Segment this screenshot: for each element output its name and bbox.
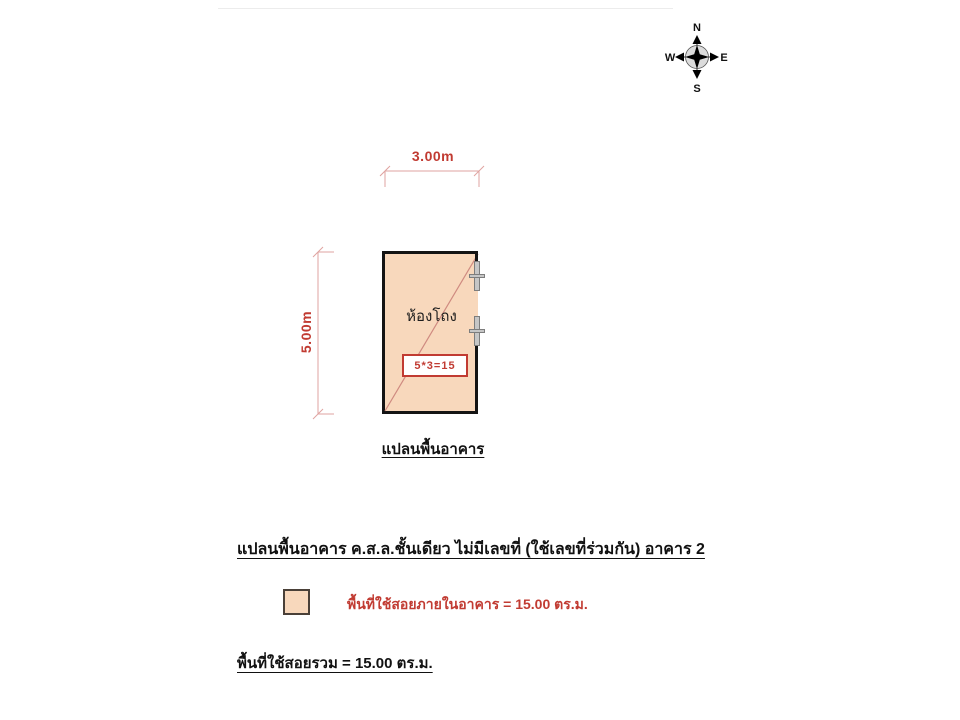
room-label: ห้องโถง [406, 308, 457, 325]
south-arrow-icon [693, 70, 702, 79]
area-calculation-box [402, 354, 468, 377]
window-symbol-icon [474, 316, 480, 346]
north-arrow-icon [693, 35, 702, 44]
dimension-height-line [312, 248, 338, 418]
legend-area-label: พื้นที่ใช้สอยภายในอาคาร = 15.00 ตร.ม. [347, 596, 588, 612]
compass-rose-icon [665, 19, 729, 95]
plan-caption: แปลนพื้นอาคาร [381, 441, 485, 458]
window-frame-tick [469, 329, 485, 333]
area-calculation-text: 5*3=15 [414, 359, 456, 372]
page-top-divider [218, 8, 673, 9]
room-hall [382, 251, 478, 414]
dimension-height-label: 5.00m [298, 310, 314, 354]
legend-area-swatch [283, 589, 310, 615]
compass-east-label: E [720, 52, 728, 64]
wall-segment-right-bottom [475, 342, 478, 414]
east-arrow-icon [710, 53, 719, 62]
window-symbol-icon [474, 261, 480, 291]
window-frame-tick [469, 274, 485, 278]
compass-south-label: S [693, 83, 701, 95]
compass-north-label: N [693, 22, 701, 34]
dimension-width-line [381, 168, 483, 190]
compass-west-label: W [664, 52, 676, 64]
total-area-text: พื้นที่ใช้สอยรวม = 15.00 ตร.ม. [237, 655, 433, 672]
room-diagonal-line [385, 254, 478, 411]
west-arrow-icon [675, 53, 684, 62]
drawing-title: แปลนพื้นอาคาร ค.ส.ล.ชั้นเดียว ไม่มีเลขที่ (ใช้เลขที่ร่วมกัน) อาคาร 2 [237, 541, 705, 558]
dimension-width-label: 3.00m [411, 148, 455, 164]
